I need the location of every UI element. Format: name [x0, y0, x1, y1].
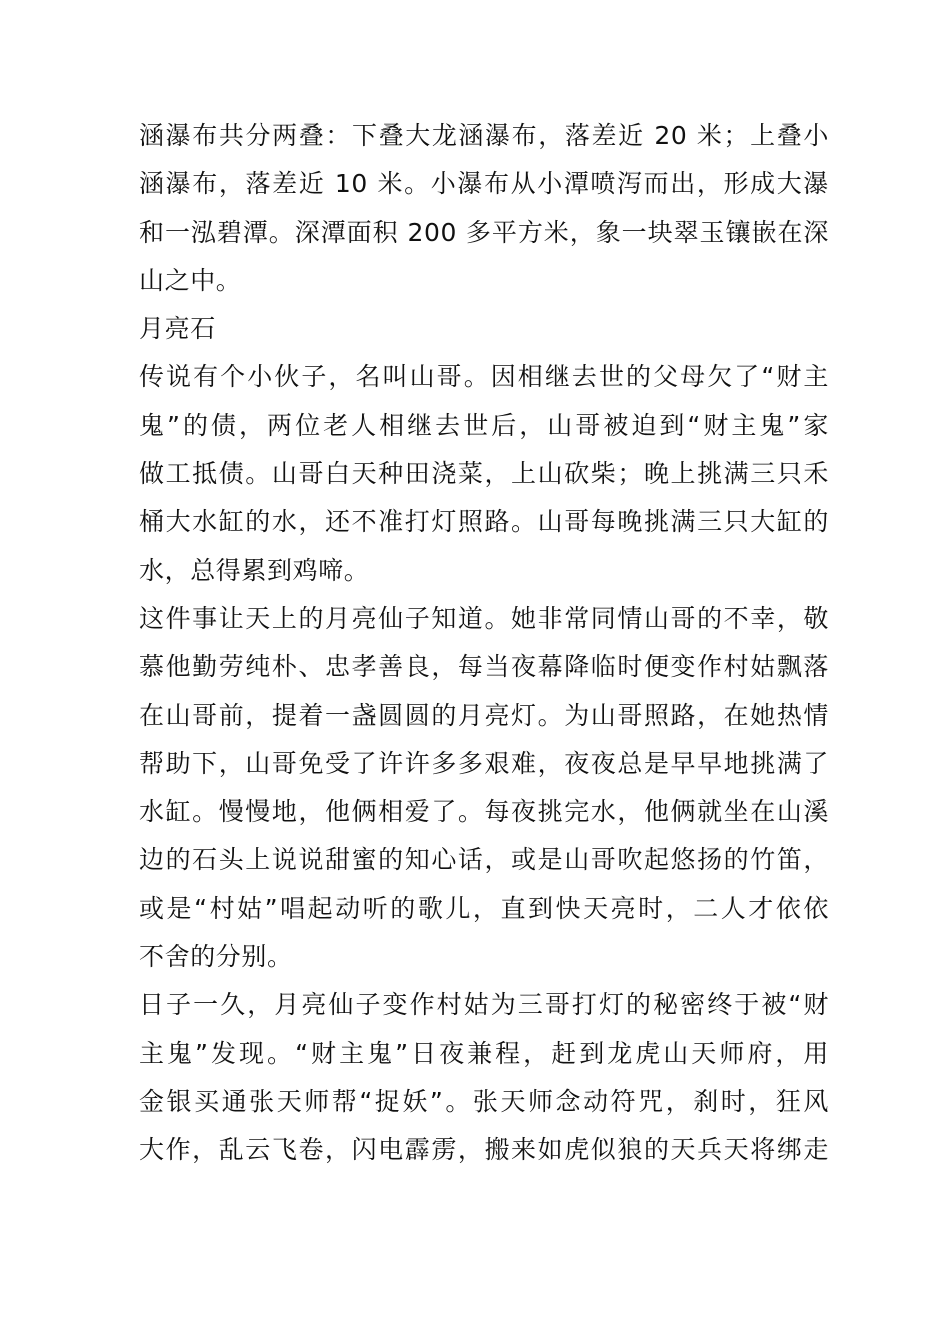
- text-line: 不舍的分别。: [139, 942, 293, 972]
- text-line: 边的石头上说说甜蜜的知心话，或是山哥吹起悠扬的竹笛，: [139, 845, 829, 875]
- text-line: 大作，乱云飞卷，闪电霹雳，搬来如虎似狼的天兵天将绑走: [139, 1135, 829, 1165]
- section-heading-moonstone: [139, 305, 829, 353]
- paragraph-waterfall: [139, 112, 829, 305]
- text-line: 涵瀑布共分两叠：下叠大龙涵瀑布，落差近 20 米；上叠小: [139, 121, 829, 150]
- text-line: 慕他勤劳纯朴、忠孝善良，每当夜幕降临时便变作村姑飘落: [139, 652, 829, 682]
- text-line: 传说有个小伙子，名叫山哥。因相继去世的父母欠了“财主: [139, 362, 829, 392]
- text-line: 做工抵债。山哥白天种田浇菜，上山砍柴；晚上挑满三只禾: [139, 459, 829, 489]
- text-line: 在山哥前，提着一盏圆圆的月亮灯。为山哥照路，在她热情: [139, 700, 829, 730]
- paragraph-legend-discovery: [139, 981, 829, 1174]
- text-line: 和一泓碧潭。深潭面积 200 多平方米，象一块翠玉镶嵌在深: [139, 217, 829, 247]
- text-line: 涵瀑布，落差近 10 米。小瀑布从小潭喷泻而出，形成大瀑: [139, 169, 829, 199]
- paragraph-legend-intro: [139, 353, 829, 594]
- paragraph-legend-fairy: [139, 595, 829, 981]
- text-line: 鬼”的债，两位老人相继去世后，山哥被迫到“财主鬼”家: [139, 410, 829, 440]
- text-line: 或是“村姑”唱起动听的歌儿，直到快天亮时，二人才依依: [139, 893, 829, 923]
- text-line: 水，总得累到鸡啼。: [139, 555, 370, 585]
- text-line: 主鬼”发现。“财主鬼”日夜兼程，赶到龙虎山天师府，用: [139, 1038, 829, 1068]
- text-line: 桶大水缸的水，还不准打灯照路。山哥每晚挑满三只大缸的: [139, 507, 829, 537]
- text-line: 这件事让天上的月亮仙子知道。她非常同情山哥的不幸，敬: [139, 603, 829, 633]
- body-text: [139, 112, 829, 1175]
- text-line: 山之中。: [139, 265, 242, 295]
- text-line: 帮助下，山哥免受了许许多多艰难，夜夜总是早早地挑满了: [139, 748, 829, 778]
- text-line: 水缸。慢慢地，他俩相爱了。每夜挑完水，他俩就坐在山溪: [139, 797, 829, 827]
- text-line: 金银买通张天师帮“捉妖”。张天师念动符咒，刹时，狂风: [139, 1086, 829, 1116]
- text-line: 日子一久，月亮仙子变作村姑为三哥打灯的秘密终于被“财: [139, 990, 829, 1020]
- section-title: 月亮石: [139, 314, 216, 344]
